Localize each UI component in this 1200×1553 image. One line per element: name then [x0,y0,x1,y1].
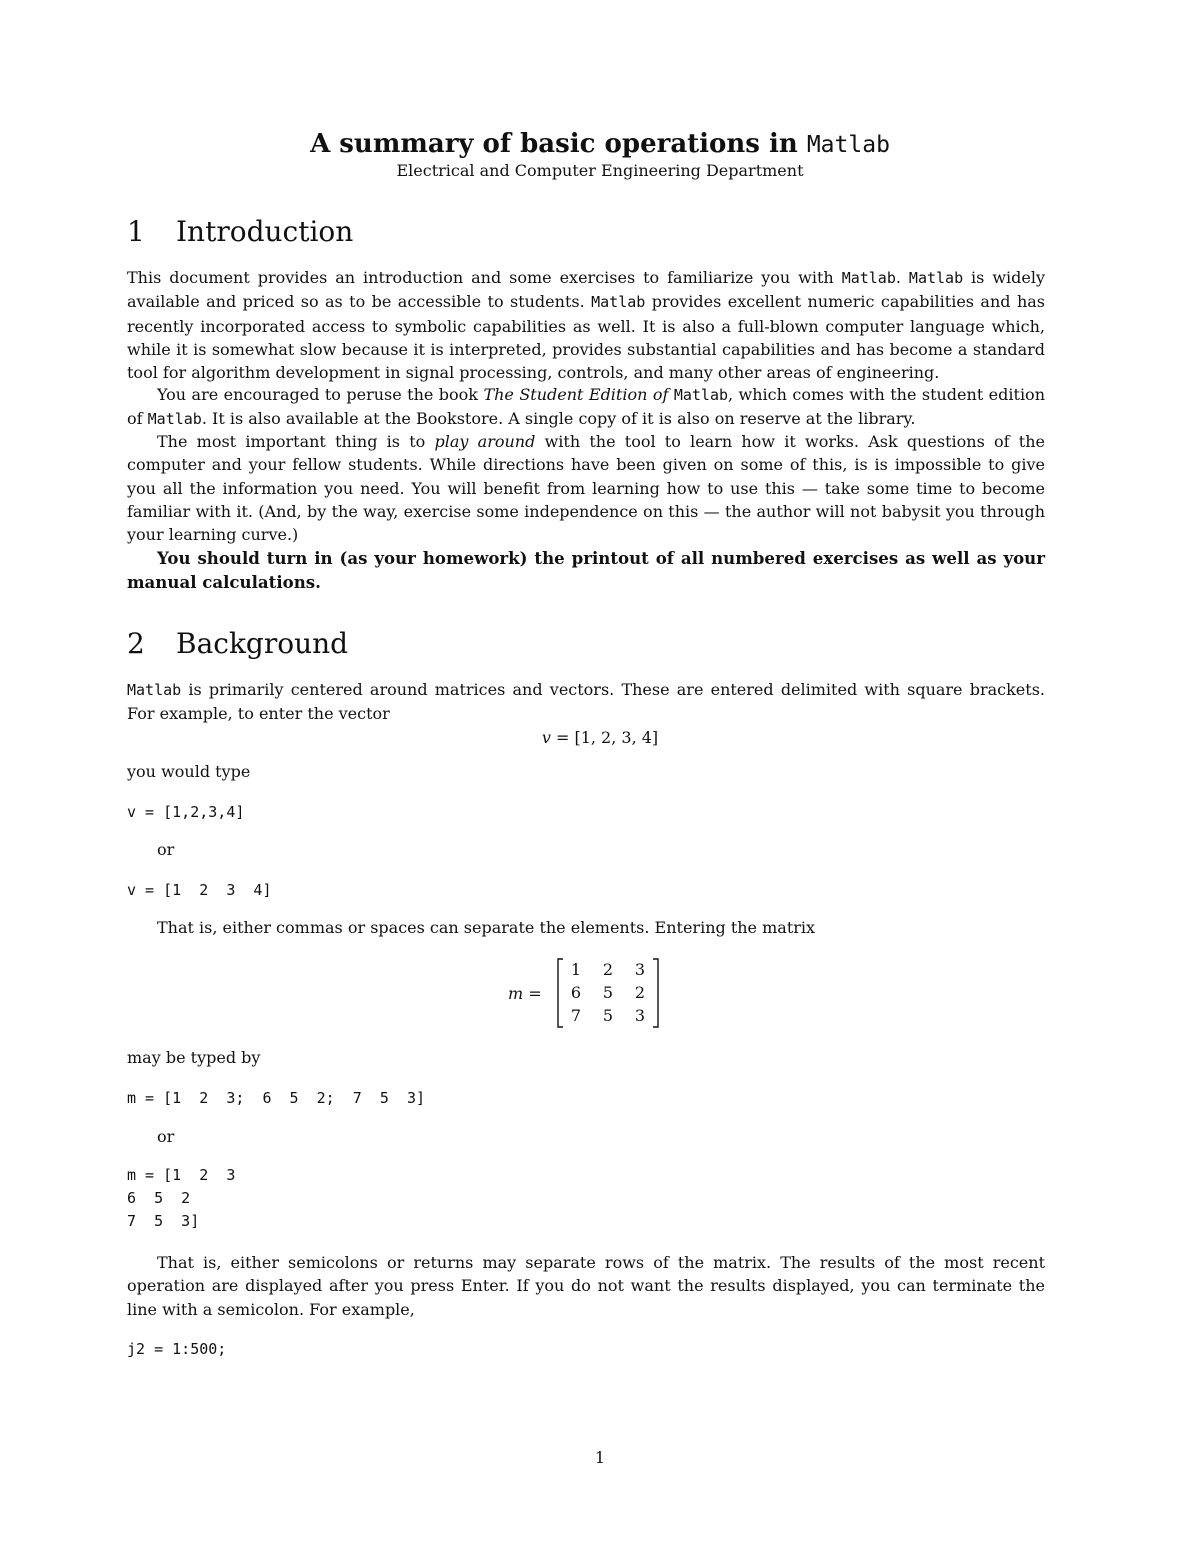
code-line-matrix-semicolons: m = [1 2 3; 6 5 2; 7 5 3] [127,1089,426,1107]
matrix-cell: 7 [570,1006,582,1025]
matrix-cell: 5 [602,1006,614,1025]
matlab-mono-text: Matlab [673,386,729,404]
matrix-cell: 3 [634,960,646,979]
page-number: 1 [594,1448,606,1467]
vector-equation: v = [1, 2, 3, 4] [541,728,659,747]
code-line-vector-spaces: v = [1 2 3 4] [127,881,272,899]
matlab-mono-text: Matlab [147,410,202,429]
code-block-matrix-returns: m = [1 2 3 6 5 2 7 5 3] [127,1166,236,1230]
matrix-lhs: m = [508,984,542,1003]
background-paragraph-1 [127,678,1045,726]
or-text-1: or [157,840,175,859]
homework-instruction: You should turn in (as your homework) the printout of all numbered exercises as well as your manual calculations. [127,548,1045,592]
matrix-brackets [555,955,667,1031]
text-run: . [895,268,909,287]
you-would-type-text: you would type [127,762,251,781]
section-heading-introduction: 1 Introduction [127,215,354,248]
or-text-2: or [157,1127,175,1146]
matrix-cell: 5 [602,983,614,1002]
intro-paragraph-2 [127,383,1045,432]
italic-text: The Student Edition of [483,385,669,404]
matlab-mono-text: Matlab [908,269,964,287]
matrix-cell: 2 [602,960,614,979]
that-is-text-1: That is, either commas or spaces can separate the elements. Entering the matrix [157,918,816,937]
document-title: A summary of basic operations in Matlab [310,129,890,159]
right-bracket [653,959,658,1027]
left-bracket [558,959,563,1027]
code-line-j2: j2 = 1:500; [127,1340,227,1358]
intro-paragraph-1 [127,266,1045,384]
text-run: You are encouraged to peruse the book [157,385,484,404]
text-run: . It is also available at the Bookstore. A single copy of it is also on reserve at the library. [201,409,916,429]
matlab-mono-text: Matlab [841,269,896,287]
text-run: This document provides an introduction and some exercises to familiarize you with [127,268,842,287]
matrix-cell: 2 [634,983,646,1002]
title-matlab-mono: Matlab [806,132,890,158]
text-run: is primarily centered around matrices and vectors. These are entered delimited with square brackets. For example, to enter the vector [127,680,1045,724]
matrix-cell: 1 [570,960,582,979]
code-line-vector-commas: v = [1,2,3,4] [127,803,245,821]
that-is-paragraph-2: That is, either semicolons or returns may separate rows of the matrix. The results of the most recent operation are displayed after you press Enter. If you do not want the results displayed, you can terminate the line with a semicolon. For example, [127,1253,1045,1319]
intro-paragraph-3 [127,430,1045,546]
may-be-typed-text: may be typed by [127,1048,261,1067]
document-subtitle: Electrical and Computer Engineering Department [396,161,804,180]
text-run: with the tool to learn how it works. Ask questions of the computer and your fellow students. While directions have been given on some of this, is is impossible to give you all the information you need. You will benefit from learning how to use this — take some time to become familiar with it. (And, by the way, exercise some independence on this — the author will not babysit you through your learning curve.) [127,432,1045,545]
matlab-mono-text: Matlab [127,681,182,699]
italic-text: play around [434,432,536,451]
text-run: The most important thing is to [157,432,435,451]
matrix-cell: 6 [570,983,582,1002]
matlab-mono-text: Matlab [591,293,646,312]
text-run: , which comes with the student edition of [127,385,1045,429]
matrix-cell: 3 [634,1006,646,1025]
text-run: is widely available and priced so as to be accessible to students. [127,268,1046,312]
text-run: provides excellent numeric capabilities and has recently incorporated access to symbolic capabilities as well. It is also a full-blown computer language which, while it is somewhat slow because it is interpreted, provides substantial capabilities and has become a standard tool for algorithm development in signal processing, controls, and many other areas of engineering. [127,292,1045,383]
section-heading-background: 2 Background [127,627,349,660]
